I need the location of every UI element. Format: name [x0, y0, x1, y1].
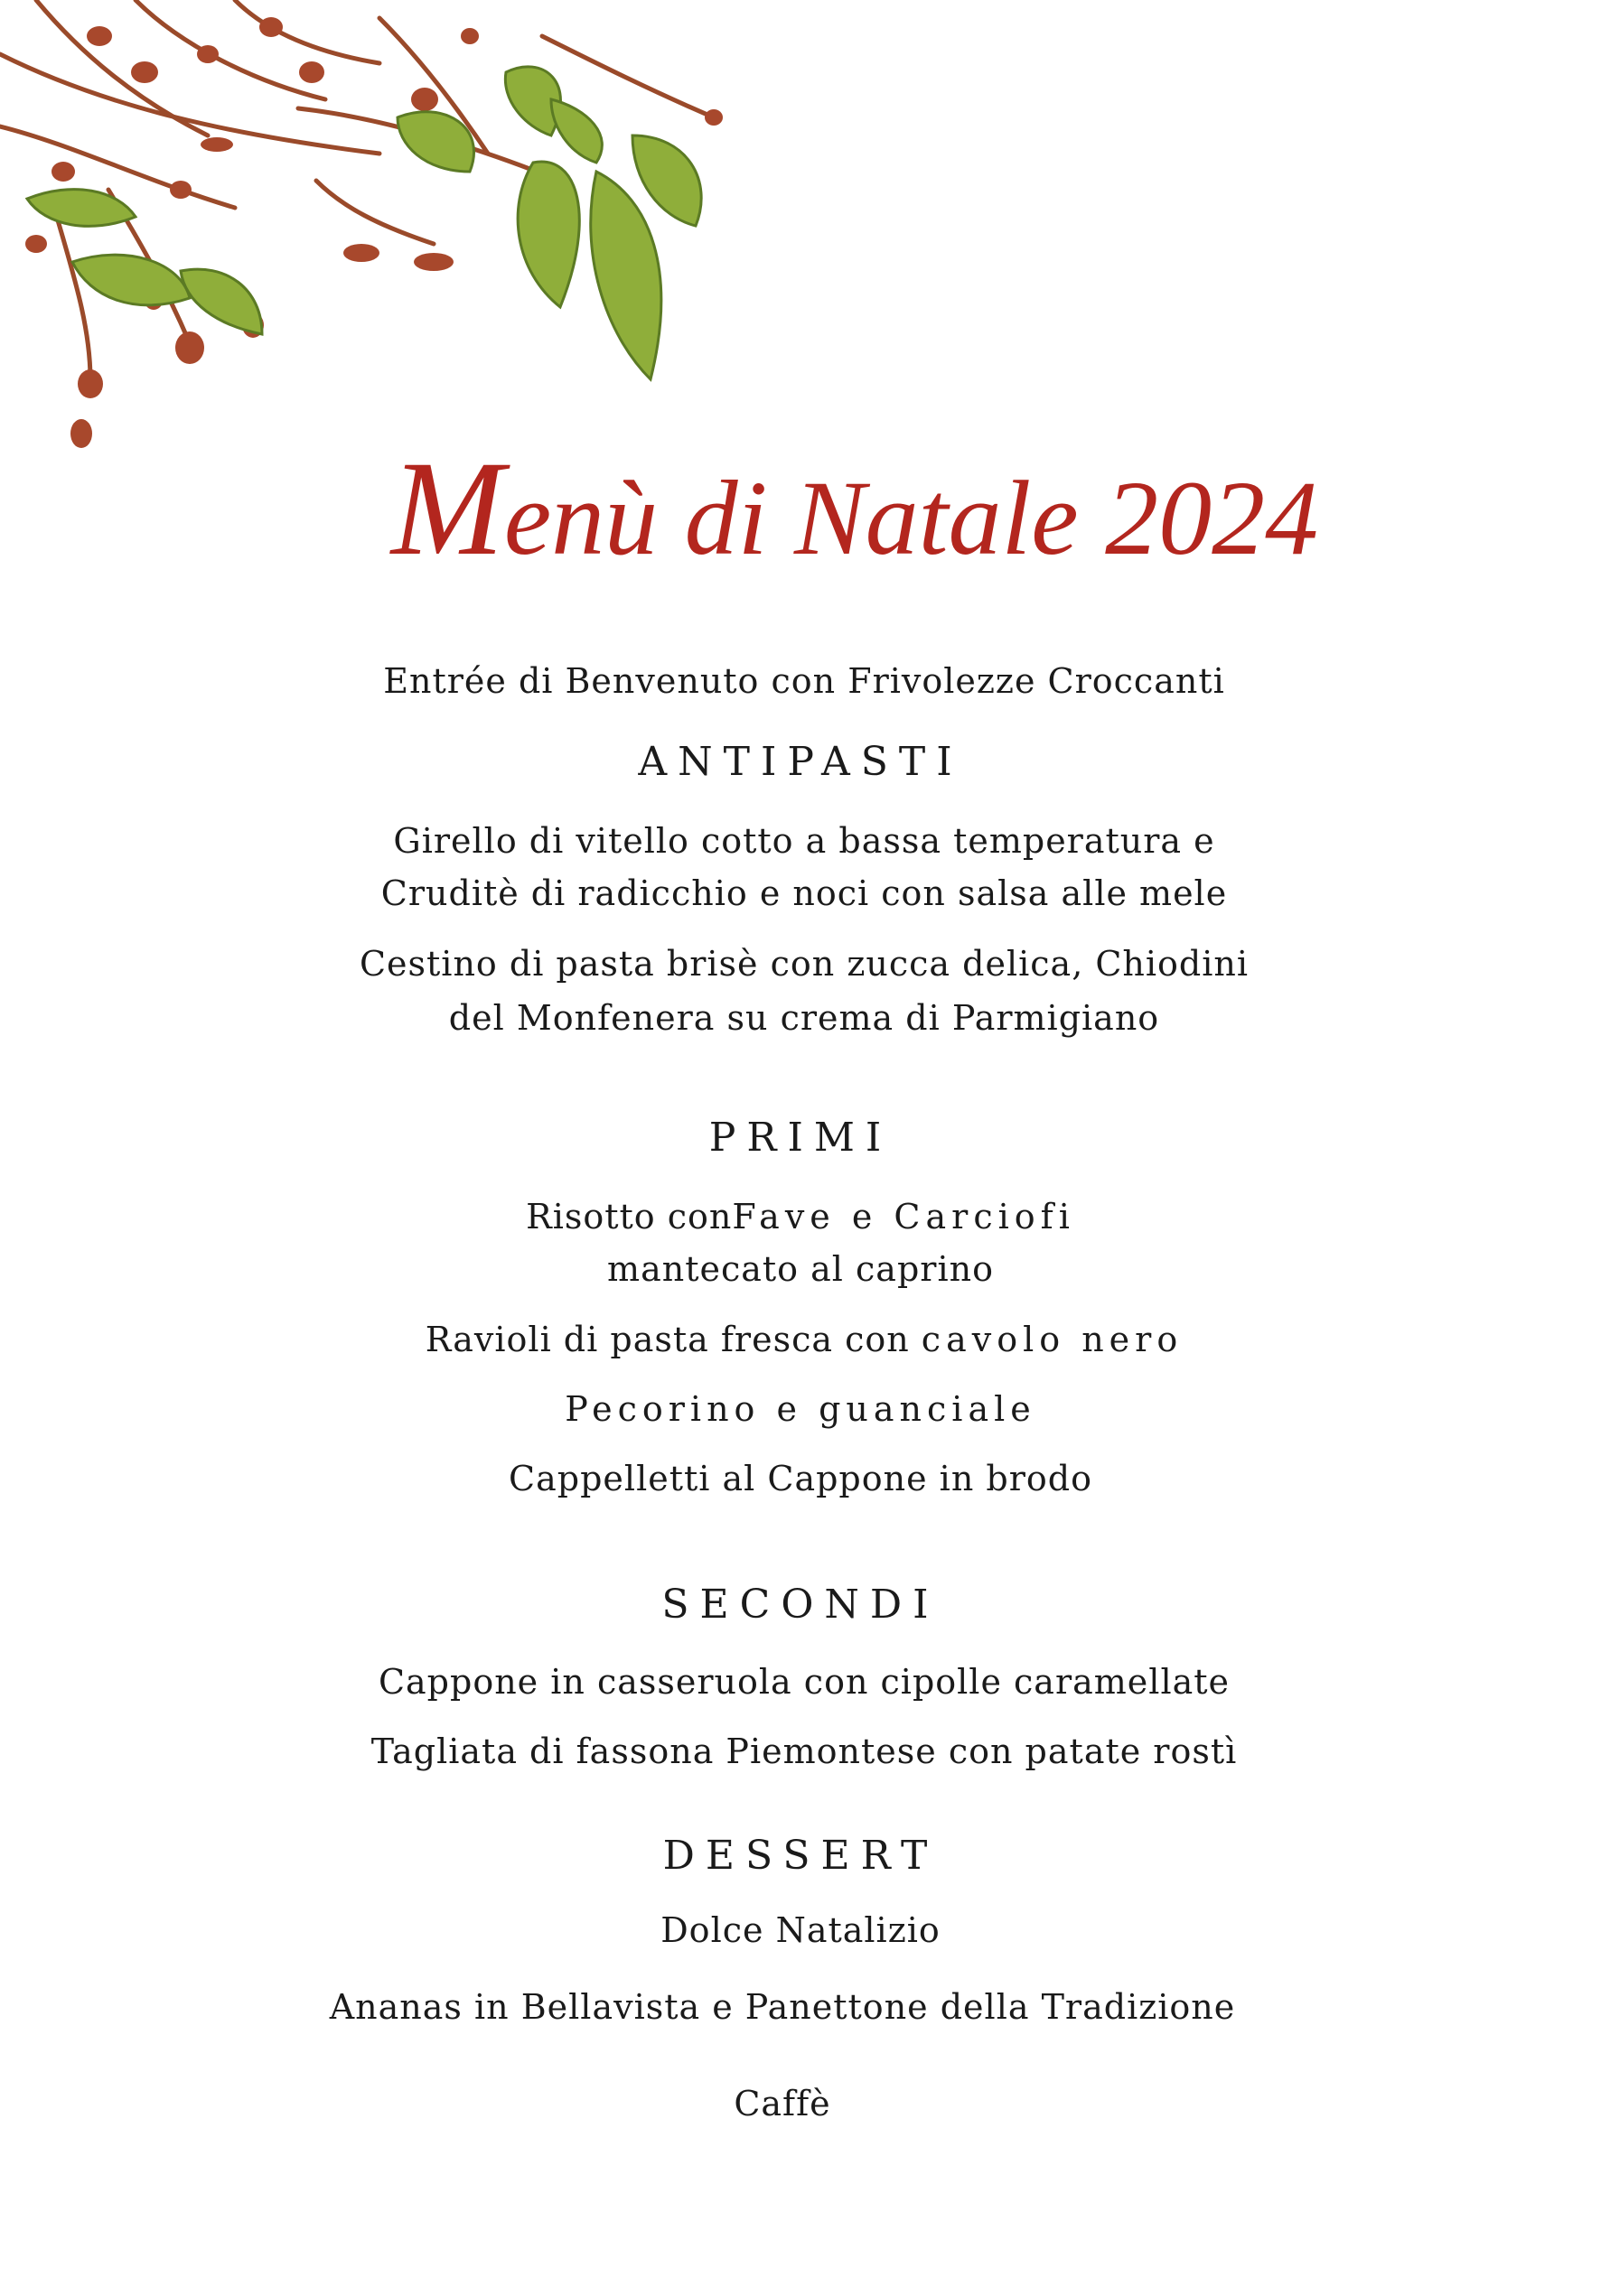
secondi-item: Cappone in casseruola con cipolle caramellate	[378, 1662, 1231, 1702]
primi-item-part: Ravioli di pasta fresca con	[425, 1320, 922, 1359]
antipasti-item: Cruditè di radicchio e noci con salsa alle mele	[380, 873, 1228, 913]
primi-item	[0, 1197, 1601, 1237]
primi-item-part: cavolo nero	[921, 1320, 1184, 1359]
antipasti-item: del Monfenera su crema di Parmigiano	[448, 998, 1160, 1038]
menu-title	[0, 434, 1601, 583]
primi-item: Cappelletti al Cappone in brodo	[509, 1459, 1092, 1498]
dessert-item: Dolce Natalizio	[660, 1910, 941, 1950]
primi-item: mantecato al caprino	[607, 1249, 994, 1289]
autumn-branch-illustration	[0, 0, 777, 470]
section-heading-secondi: SECONDI	[661, 1582, 940, 1628]
primi-item: Pecorino e guanciale	[565, 1389, 1036, 1429]
secondi-item: Tagliata di fassona Piemontese con patate rostì	[370, 1731, 1238, 1771]
menu-title-rest: enù di Natale 2024	[503, 459, 1319, 577]
dessert-item: Caffè	[734, 2084, 831, 2123]
welcome-line: Entrée di Benvenuto con Frivolezze Croccanti	[383, 661, 1225, 701]
antipasti-item: Cestino di pasta brisè con zucca delica, Chiodini	[359, 944, 1250, 984]
section-heading-dessert: DESSERT	[662, 1833, 939, 1879]
primi-item-part: Fave e Carciofi	[732, 1197, 1075, 1237]
dessert-item: Ananas in Bellavista e Panettone della Tradizione	[329, 1987, 1236, 2027]
menu-title-initial: M	[390, 434, 504, 583]
section-heading-antipasti: ANTIPASTI	[638, 739, 963, 785]
section-heading-primi: PRIMI	[708, 1115, 893, 1161]
primi-item-part: Risotto con	[526, 1197, 733, 1237]
antipasti-item: Girello di vitello cotto a bassa temperatura e	[393, 821, 1215, 861]
primi-item	[0, 1322, 1601, 1357]
